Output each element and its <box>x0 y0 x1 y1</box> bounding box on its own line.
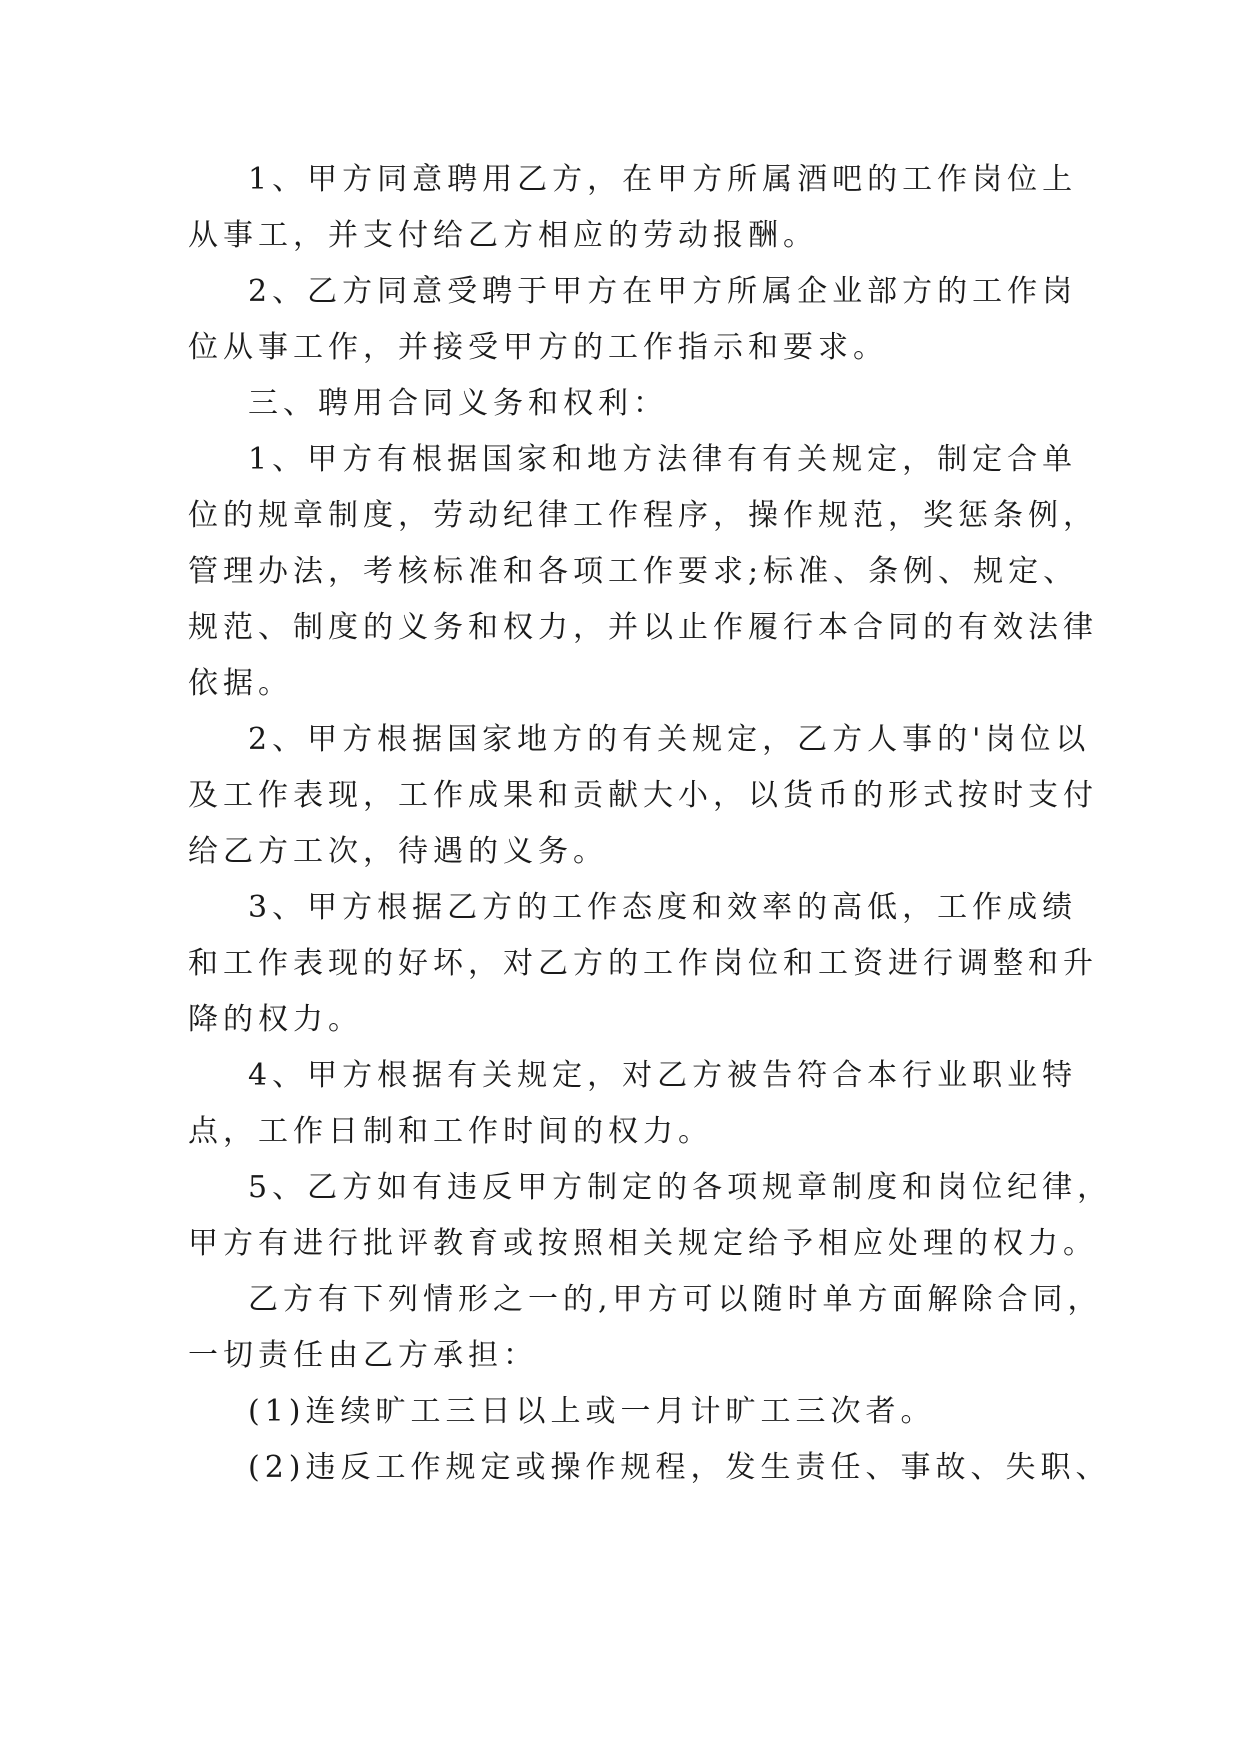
list-item-1: (1)连续旷工三日以上或一月计旷工三次者。 <box>248 1394 936 1429</box>
text-line-2: 从事工，并支付给乙方相应的劳动报酬。 <box>188 218 818 253</box>
text-line-10: 依据。 <box>188 666 293 701</box>
text-line-12: 及工作表现，工作成果和贡献大小，以货币的形式按时支付 <box>188 778 1098 813</box>
text-line-18: 点，工作日制和工作时间的权力。 <box>188 1114 713 1149</box>
text-line-4: 位从事工作，并接受甲方的工作指示和要求。 <box>188 330 888 365</box>
section-heading-obligations: 三、聘用合同义务和权利： <box>248 386 668 421</box>
text-line-8: 管理办法，考核标准和各项工作要求;标准、条例、规定、 <box>188 554 1079 589</box>
text-line-17: 4、甲方根据有关规定，对乙方被告符合本行业职业特 <box>248 1058 1078 1093</box>
text-line-14: 3、甲方根据乙方的工作态度和效率的高低，工作成绩 <box>248 890 1078 925</box>
text-line-6: 1、甲方有根据国家和地方法律有有关规定，制定合单 <box>248 442 1078 477</box>
text-line-11: 2、甲方根据国家地方的有关规定，乙方人事的'岗位以 <box>248 722 1091 757</box>
text-line-1: 1、甲方同意聘用乙方，在甲方所属酒吧的工作岗位上 <box>248 162 1078 197</box>
list-item-2: (2)违反工作规定或操作规程，发生责任、事故、失职、 <box>248 1450 1111 1485</box>
text-line-21: 乙方有下列情形之一的,甲方可以随时单方面解除合同， <box>248 1282 1103 1317</box>
text-line-15: 和工作表现的好坏，对乙方的工作岗位和工资进行调整和升 <box>188 946 1098 981</box>
text-line-16: 降的权力。 <box>188 1002 363 1037</box>
text-line-9: 规范、制度的义务和权力，并以止作履行本合同的有效法律 <box>188 610 1098 645</box>
text-line-22: 一切责任由乙方承担： <box>188 1338 538 1373</box>
text-line-3: 2、乙方同意受聘于甲方在甲方所属企业部方的工作岗 <box>248 274 1078 309</box>
text-line-19: 5、乙方如有违反甲方制定的各项规章制度和岗位纪律， <box>248 1170 1113 1205</box>
text-line-7: 位的规章制度，劳动纪律工作程序，操作规范，奖惩条例， <box>188 498 1098 533</box>
text-line-20: 甲方有进行批评教育或按照相关规定给予相应处理的权力。 <box>188 1226 1098 1261</box>
text-line-13: 给乙方工次，待遇的义务。 <box>188 834 608 869</box>
